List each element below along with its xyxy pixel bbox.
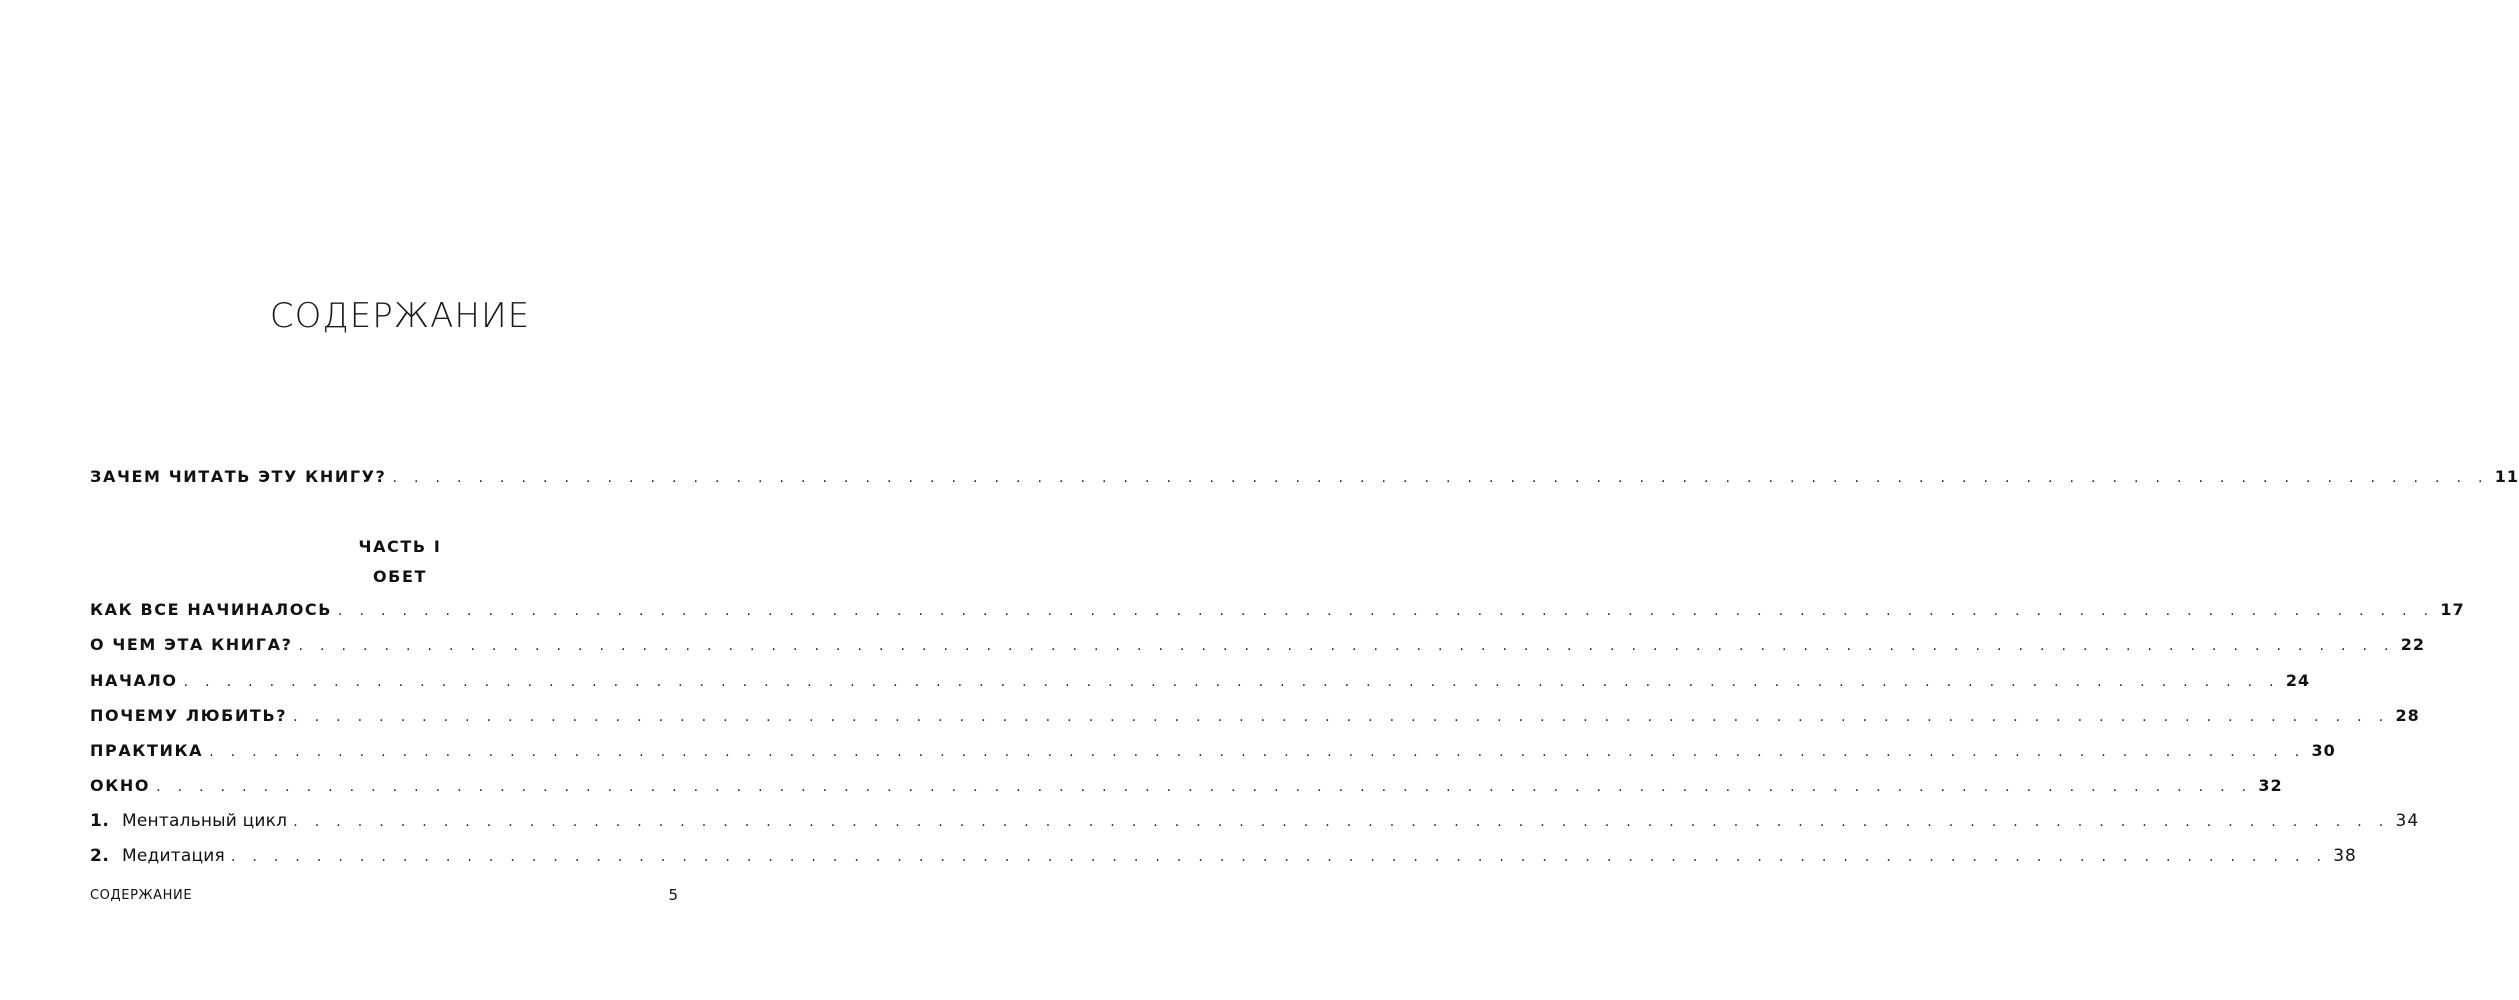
toc-entry-page: 24 [2285, 671, 2311, 690]
toc-subentry-text: Ментальный цикл [122, 811, 288, 831]
toc-entry-page: 17 [2440, 600, 2465, 619]
dot-leader: . . . . . . . . . . . . . . . . . . . . . . . . . . . . . . . . . . . . . . . . . . . . . . . . . . . . . . . . . . . . . . . . . . . . . . . . . . . . . . . . . . . . . . . . . . . . . . . . . . [298, 638, 2395, 654]
toc-entry-page: 28 [2395, 706, 2420, 725]
toc-subentry-title [90, 846, 225, 866]
toc-subentry[interactable] [90, 846, 2357, 870]
running-head: СОДЕРЖАНИЕ [90, 888, 193, 903]
toc-entry[interactable] [90, 671, 2311, 695]
toc-entry-page: 11 [2494, 467, 2519, 486]
toc-entry-intro[interactable] [90, 467, 2519, 491]
toc-entry-title: О ЧЕМ ЭТА КНИГА? [90, 635, 293, 654]
toc-subentry-text: Медитация [122, 846, 225, 866]
toc-entry-title: ЗАЧЕМ ЧИТАТЬ ЭТУ КНИГУ? [90, 467, 387, 486]
dot-leader: . . . . . . . . . . . . . . . . . . . . . . . . . . . . . . . . . . . . . . . . . . . . . . . . . . . . . . . . . . . . . . . . . . . . . . . . . . . . . . . . . . . . . . . . . . . . . . . . . . [392, 470, 2489, 486]
toc-entry-title: ПОЧЕМУ ЛЮБИТЬ? [90, 706, 288, 725]
part-name-heading: ОБЕТ [372, 567, 428, 586]
dot-leader: . . . . . . . . . . . . . . . . . . . . . . . . . . . . . . . . . . . . . . . . . . . . . . . . . . . . . . . . . . . . . . . . . . . . . . . . . . . . . . . . . . . . . . . . . . . . . . . . . . [338, 603, 2435, 619]
toc-entry-title: НАЧАЛО [90, 671, 178, 690]
part-number-heading: ЧАСТЬ I [358, 537, 442, 556]
toc-entry-title: ОКНО [90, 776, 151, 795]
toc-subentry-number: 2. [90, 846, 110, 866]
dot-leader: . . . . . . . . . . . . . . . . . . . . . . . . . . . . . . . . . . . . . . . . . . . . . . . . . . . . . . . . . . . . . . . . . . . . . . . . . . . . . . . . . . . . . . . . . . . . . . . . . . [183, 674, 2280, 690]
dot-leader: . . . . . . . . . . . . . . . . . . . . . . . . . . . . . . . . . . . . . . . . . . . . . . . . . . . . . . . . . . . . . . . . . . . . . . . . . . . . . . . . . . . . . . . . . . . . . . . . . . [230, 849, 2328, 865]
dot-leader: . . . . . . . . . . . . . . . . . . . . . . . . . . . . . . . . . . . . . . . . . . . . . . . . . . . . . . . . . . . . . . . . . . . . . . . . . . . . . . . . . . . . . . . . . . . . . . . . . . [293, 814, 2390, 830]
toc-entry-page: 22 [2400, 635, 2426, 654]
page-number: 5 [668, 886, 678, 904]
toc-subentry-page: 34 [2395, 811, 2420, 831]
toc-entry[interactable] [90, 600, 2465, 624]
toc-subentry-title [90, 811, 287, 831]
toc-entry-page: 32 [2258, 776, 2283, 795]
toc-entry[interactable] [90, 706, 2420, 730]
dot-leader: . . . . . . . . . . . . . . . . . . . . . . . . . . . . . . . . . . . . . . . . . . . . . . . . . . . . . . . . . . . . . . . . . . . . . . . . . . . . . . . . . . . . . . . . . . . . . . . . . . [156, 779, 2253, 795]
toc-subentry[interactable] [90, 811, 2420, 835]
toc-subentry-page: 38 [2333, 846, 2357, 866]
toc-entry-page: 30 [2311, 741, 2336, 760]
toc-entry[interactable] [90, 635, 2426, 659]
dot-leader: . . . . . . . . . . . . . . . . . . . . . . . . . . . . . . . . . . . . . . . . . . . . . . . . . . . . . . . . . . . . . . . . . . . . . . . . . . . . . . . . . . . . . . . . . . . . . . . . . . [293, 709, 2390, 725]
toc-entry[interactable] [90, 776, 2283, 800]
page-title: СОДЕРЖАНИЕ [269, 296, 531, 336]
toc-entry-title: КАК ВСЕ НАЧИНАЛОСЬ [90, 600, 333, 619]
toc-entry-title: ПРАКТИКА [90, 741, 204, 760]
toc-entry[interactable] [90, 741, 2336, 765]
toc-subentry-number: 1. [90, 811, 110, 831]
dot-leader: . . . . . . . . . . . . . . . . . . . . . . . . . . . . . . . . . . . . . . . . . . . . . . . . . . . . . . . . . . . . . . . . . . . . . . . . . . . . . . . . . . . . . . . . . . . . . . . . . . [209, 744, 2306, 760]
